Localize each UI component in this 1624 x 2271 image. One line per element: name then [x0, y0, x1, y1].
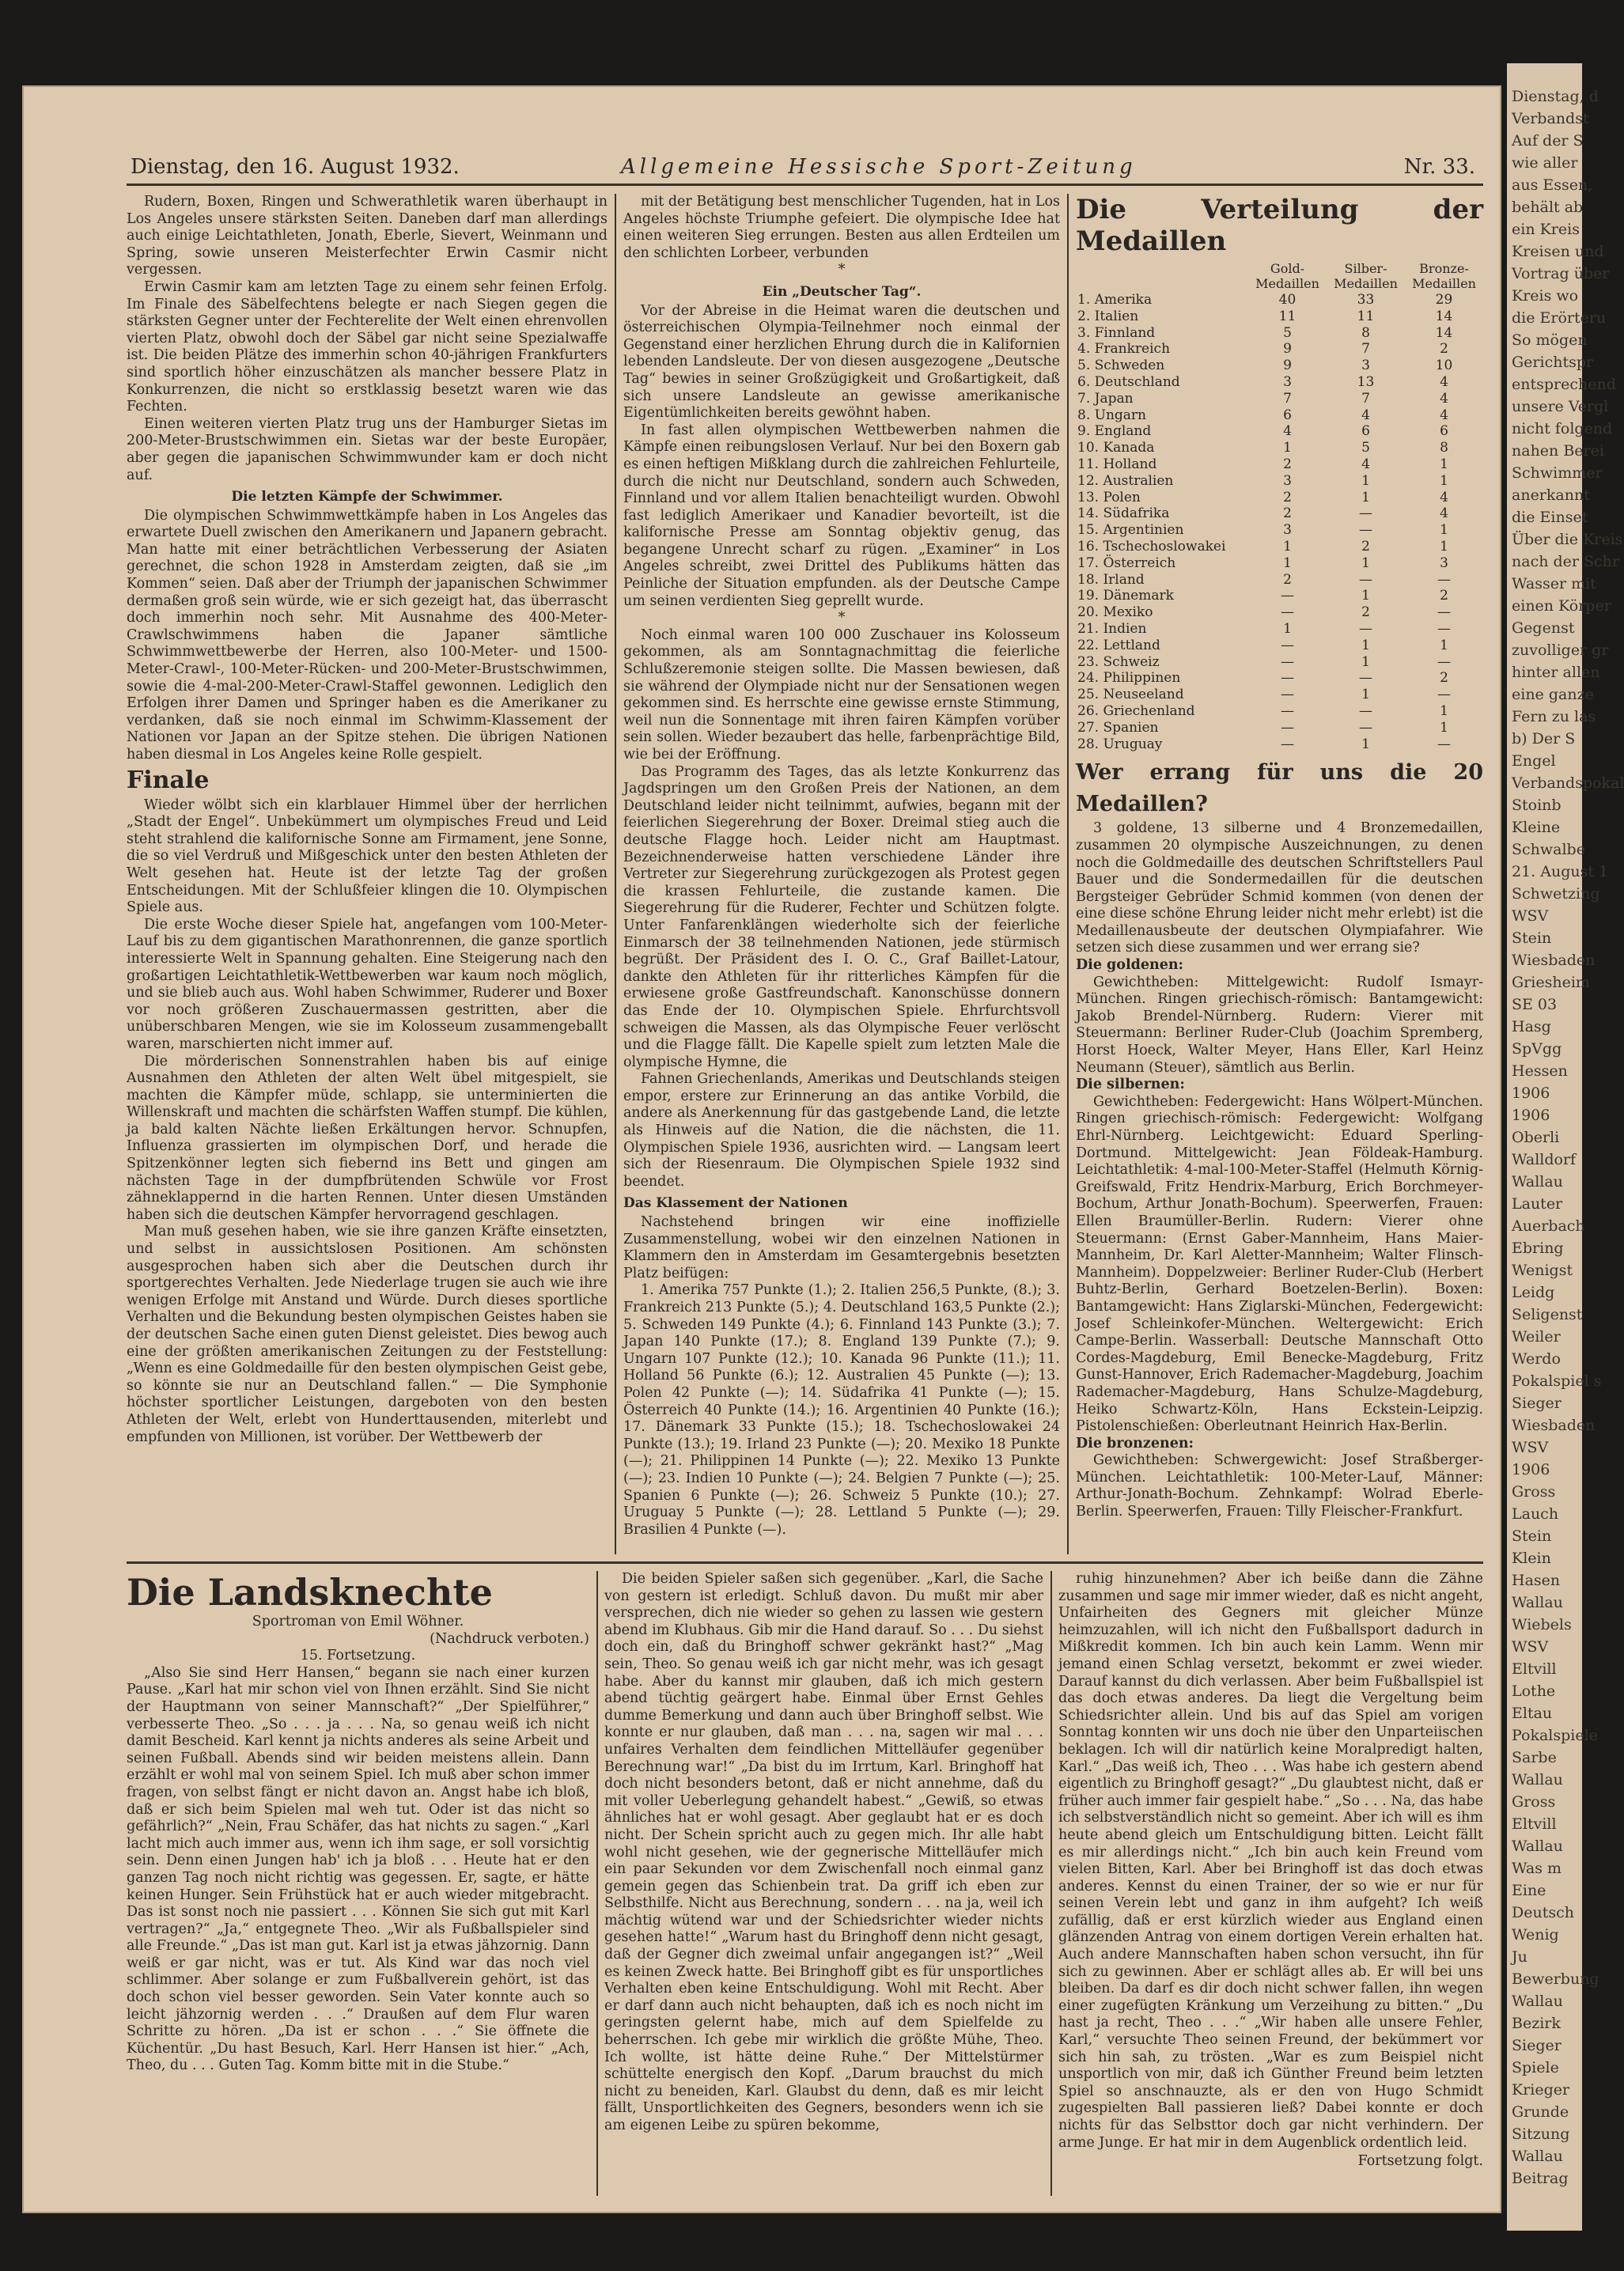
silver-count-cell: 7 [1361, 341, 1370, 358]
edge-text-fragment: Stoinb [1512, 797, 1562, 814]
silver-heading: Die silbernen: [1076, 1077, 1185, 1093]
edge-text-fragment: Klein [1512, 1550, 1551, 1567]
edge-text-fragment: Wallau [1512, 1771, 1563, 1788]
edge-text-fragment: nach der Schr [1512, 553, 1619, 570]
edge-text-fragment: Griesheim [1512, 974, 1590, 991]
section-rule [127, 1561, 1483, 1564]
gold-count-cell: — [1281, 670, 1294, 687]
edge-text-fragment: Spiele [1512, 2059, 1559, 2076]
nation-cell: 4. Frankreich [1077, 341, 1171, 358]
edge-text-fragment: Hessen [1512, 1062, 1568, 1080]
paragraph: ruhig hinzunehmen? Aber ich beiße dann die Zähne zusammen und sage mir immer wieder, daß es nicht angeht, Unfairheiten des Gegners mit gleicher Münze heimzuzahlen, will ich nicht den Fußballsport dadurch in Mißkredit kommen. Ich bin auch kein Lamm. Wenn mir jemand einen Schlag versetzt, bekommt er zwei wieder. Darauf kannst du dich verlassen. Aber beim Fußballspiel ist das doch etwas anderes. Da liegt die Vergeltung beim Schiedsrichter allein. Und bis auf das Spiel am vorigen Sonntag konnten wir uns doch nie über den Unparteiischen beklagen. Ich will dir natürlich keine Moralpredigt halten, Karl.“ „Das weiß ich, Theo . . . Was habe ich gestern abend eigentlich zu Bringhoff gesagt?“ „Du glaubtest nicht, daß er früher auch immer fair gespielt habe.“ „So . . . Na, das habe ich selbstverständlich nicht so gemeint. Aber ich will es ihm heute abend gleich um Entschuldigung bitten. Leicht fällt es mir allerdings nicht.“ „Ich bin auch kein Freund vom vielen Bitten, Karl. Aber bei Bringhoff ist das doch etwas anderes. Kennst du einen Trainer, der so wie er nur für seinen Verein lebt und ganz in ihm aufgeht? Ich weiß zufällig, daß er erst kürzlich wieder aus England einen glänzenden Antrag von einem dortigen Verein erhalten hat. Auch andere Mannschaften haben schon versucht, ihn für sich zu gewinnen. Aber er schlägt alles ab. Er will bei uns bleiben. Da darf es dir doch nicht schwer fallen, ihn wegen einer zugefügten Kränkung um Verzeihung zu bitten.“ „Du hast ja recht, Theo . . .“ „Wir haben alle unsere Fehler, Karl,“ versuchte Theo seinen Freund, der bekümmert vor sich hin sah, zu trösten. „War es zum Beispiel nicht unsportlich von mir, daß ich Günther Freund beim letzten Spiel so anschnauzte, als er den von Hugo Schmidt zugespielten Ball passieren ließ? Dabei konnte er doch nichts für das Selbsttor doch gar nicht verhindern. Der arme Junge. Er hat mir in dem Augenblick ordentlich leid. [1058, 1571, 1483, 2151]
paragraph: Gewichtheben: Mittelgewicht: Rudolf Ismayr-München. Ringen griechisch-römisch: Bantamgewicht: Jakob Brendel-Nürnberg. Rudern: Vierer mit Steuermann: Berliner Ruder-Club (Joachim Spremberg, Horst Hoeck, Walter Meyer, Hans Eller, Karl Heinz Neumann (Steuer), sämtlich aus Berlin. [1076, 974, 1483, 1076]
separator-star: * [838, 610, 846, 626]
silver-count-cell: 1 [1361, 555, 1370, 571]
edge-text-fragment: 1906 [1512, 1107, 1550, 1124]
table-row [1076, 687, 1483, 703]
header-masthead: Allgemeine Hessische Sport-Zeitung [621, 155, 1137, 179]
nation-cell: 3. Finnland [1077, 324, 1156, 341]
gold-count-cell: 3 [1283, 373, 1292, 390]
table-row [1076, 604, 1483, 621]
nation-cell: 10. Kanada [1077, 440, 1155, 456]
edge-text-fragment: eine ganze [1512, 686, 1594, 703]
paragraph: Fahnen Griechenlands, Amerikas und Deutschlands steigen empor, erstere zur Erinnerung an das antike Vorbild, die andere als Anerkennung für das gastgebende Land, die letzte als Hinweis auf die Nation, die die nächsten, die 11. Olympischen Spiele 1936, ausrichten wird. — Langsam leert sich der Riesenraum. Die Olympischen Spiele 1932 sind beendet. [623, 1071, 1060, 1190]
edge-text-fragment: nahen Berei [1512, 442, 1604, 460]
edge-text-fragment: Gegenst [1512, 619, 1575, 637]
medals-title: Die Verteilung der Medaillen [1076, 194, 1483, 257]
edge-text-fragment: Walldorf [1512, 1151, 1577, 1168]
novel-column-2 [604, 1571, 1043, 2196]
silver-count-cell: — [1359, 620, 1372, 637]
edge-text-fragment: Sieger [1512, 2037, 1562, 2054]
gold-count-cell: — [1281, 588, 1294, 604]
reprint-notice: (Nachdruck verboten.) [430, 1630, 589, 1647]
silver-count-cell: 2 [1361, 538, 1370, 555]
paragraph: Vor der Abreise in die Heimat waren die deutschen und österreichischen Olympia-Teilnehmer noch einmal der Gegenstand einer herzlichen Ehrung durch die in Kalifornien lebenden Landsleute. Der von diesen ausgezogene „Deutsche Tag“ bewies in seiner Großzügigkeit und Großartigkeit, daß sich unsere Landsleute an gewisse amerikanische Eigentümlichkeiten bereits gewöhnt haben. [623, 302, 1060, 422]
edge-text-fragment: Wallau [1512, 1173, 1563, 1190]
edge-text-fragment: So mögen [1512, 331, 1588, 349]
edge-text-fragment: Gerichtspr [1512, 354, 1594, 371]
edge-text-fragment: Beitrag [1512, 2170, 1569, 2187]
edge-text-fragment: SE 03 [1512, 996, 1558, 1013]
bronze-count-cell: 1 [1440, 472, 1448, 489]
gold-count-cell: — [1281, 637, 1294, 653]
edge-text-fragment: Oberli [1512, 1129, 1560, 1146]
edge-text-fragment: die Erörteru [1512, 309, 1607, 327]
bronze-count-cell: 4 [1440, 390, 1448, 407]
gold-count-cell: 1 [1283, 620, 1292, 637]
edge-text-fragment: Eltvill [1512, 1660, 1557, 1678]
edge-text-fragment: Eltau [1512, 1705, 1553, 1722]
silver-count-cell: — [1359, 522, 1372, 539]
edge-text-fragment: ein Kreis [1512, 221, 1580, 238]
edge-text-fragment: Kreisen und [1512, 243, 1604, 260]
bronze-count-cell: 4 [1440, 505, 1448, 522]
bronze-count-cell: 14 [1435, 308, 1453, 324]
silver-count-cell: 3 [1361, 358, 1370, 374]
edge-text-fragment: aus Essen, [1512, 176, 1593, 194]
paragraph: Die beiden Spieler saßen sich gegenüber. „Karl, die Sache von gestern ist erledigt. Schluß davon. Du mußt mir aber versprechen, dich nie wieder so gehen zu lassen wie gestern abend im Klubhaus. Gib mir die Hand darauf. So . . . Du siehst doch ein, daß du Bringhoff schwer gekränkt hast?“ „Mag sein, Theo. So genau weiß ich gar nicht mehr, was ich gesagt habe. Aber du kannst mir glauben, daß ich mich gestern abend tüchtig geärgert habe. Einmal über Ernst Gehles dumme Bemerkung und dann auch über Bringhoff selbst. Wie konnte er nur glauben, daß man . . . na, sagen wir mal . . . unfaires Verhalten dem feindlichen Mittelläufer gegenüber Berechnung war!“ „Da bist du im Irrtum, Karl. Bringhoff hat doch nicht besonders betont, daß er nicht annehme, daß du mit voller Ueberlegung gehandelt habest.“ „Gewiß, so etwas ähnliches hat er wohl gesagt. Aber geglaubt hat er es doch nicht. Der Schein spricht auch zu gegen mich. Ihr alle habt wohl nicht gesehen, wie der gegnerische Mittelläufer mich ein paar Sekunden vor dem Zwischenfall noch einmal ganz gemein gegen das Schienbein trat. Da griff ich eben zur Selbsthilfe. Nicht aus Berechnung, sondern . . . na ja, weil ich mächtig wütend war und der Schiedsrichter wieder nichts gesehen hatte!“ „Warum hast du Bringhoff denn nicht gesagt, daß der Gegner dich zweimal unfair angegangen ist?“ „Weil es keinen Zweck hatte. Bei Bringhoff gibt es für unsportliches Verhalten eben keine Entschuldigung. Wohl mit Recht. Aber er darf dann auch nicht behaupten, daß ich es noch nicht im geringsten gelernt habe, mich auf dem Spielfelde zu beherrschen. Ich gebe mir wirklich die größte Mühe, Theo. Ich wollte, ist hätte deine Ruhe.“ Der Mittelstürmer schüttelte energisch den Kopf. „Darum brauchst du mich nicht zu beneiden, Karl. Glaubst du denn, daß es mir leicht fällt, Unsportlichkeiten des Gegners, besonders wenn ich sie am eigenen Leibe zu spüren bekomme, [604, 1571, 1043, 2133]
edge-text-fragment: Grunde [1512, 2103, 1569, 2121]
silver-count-cell: 1 [1361, 472, 1370, 489]
edge-text-fragment: Sitzung [1512, 2125, 1570, 2143]
column-header-silver: Silber-Medaillen [1334, 261, 1398, 291]
nation-cell: 26. Griechenland [1077, 702, 1195, 719]
edge-text-fragment: Pokalspiel s [1512, 1372, 1602, 1390]
table-row [1076, 638, 1483, 654]
bronze-count-cell: — [1437, 687, 1451, 703]
gold-count-cell: 9 [1283, 358, 1292, 374]
edge-text-fragment: b) Der S [1512, 730, 1576, 748]
edge-text-fragment: 1906 [1512, 1084, 1550, 1102]
bronze-count-cell: 1 [1440, 538, 1448, 555]
table-row [1076, 720, 1483, 736]
edge-text-fragment: Fern zu las [1512, 708, 1596, 725]
edge-text-fragment: Schwimmer [1512, 464, 1603, 482]
gold-count-cell: 2 [1283, 571, 1292, 588]
edge-text-fragment: zuvolliger gr [1512, 642, 1609, 659]
edge-text-fragment: Dienstag, d [1512, 88, 1599, 105]
edge-text-fragment: Wallau [1512, 1993, 1563, 2010]
separator-star: * [838, 262, 846, 278]
bronze-heading: Die bronzenen: [1076, 1435, 1194, 1452]
nation-cell: 13. Polen [1077, 489, 1141, 505]
edge-text-fragment: WSV [1512, 1638, 1549, 1656]
silver-count-cell: 4 [1361, 407, 1370, 423]
edge-text-fragment: Engel [1512, 752, 1556, 770]
gold-count-cell: 7 [1283, 390, 1292, 407]
gold-count-cell: 11 [1278, 308, 1297, 324]
article-column-1 [127, 194, 608, 1554]
edge-text-fragment: Wallau [1512, 1838, 1563, 1855]
nation-cell: 18. Irland [1077, 571, 1145, 588]
table-header-row [1076, 260, 1483, 292]
column-header-gold: Gold-Medaillen [1255, 261, 1319, 291]
newspaper-page [22, 85, 1501, 2213]
table-row [1076, 490, 1483, 506]
silver-count-cell: 8 [1361, 324, 1370, 341]
column-rule [1050, 1571, 1052, 2196]
edge-text-fragment: Wallau [1512, 1594, 1563, 1611]
gold-count-cell: 4 [1283, 423, 1292, 440]
edge-text-fragment: Krieger [1512, 2081, 1570, 2099]
silver-count-cell: 6 [1361, 423, 1370, 440]
gold-count-cell: — [1281, 736, 1294, 752]
article-column-2 [623, 194, 1060, 1554]
gold-count-cell: 3 [1283, 522, 1292, 539]
gold-count-cell: 2 [1283, 489, 1292, 505]
column-rule [615, 194, 616, 1554]
edge-text-fragment: Schwetzing [1512, 885, 1600, 903]
bronze-count-cell: 6 [1440, 423, 1448, 440]
edge-text-fragment: Wiesbaden [1512, 1417, 1596, 1434]
gold-count-cell: 5 [1283, 324, 1292, 341]
paragraph: Gewichtheben: Schwergewicht: Josef Straßberger-München. Leichtathletik: 100-Meter-Lauf, Männer: Arthur-Jonath-Bochum. Zehnkampf: Wolrad Eberle-Berlin. Speerwerfen, Frauen: Tilly Fleischer-Frankfurt. [1076, 1452, 1483, 1520]
bronze-count-cell: 29 [1435, 292, 1453, 308]
bronze-count-cell: 14 [1435, 324, 1453, 341]
edge-text-fragment: Stein [1512, 1527, 1552, 1545]
edge-text-fragment: Eltvill [1512, 1815, 1557, 1833]
silver-count-cell: 5 [1361, 440, 1370, 456]
page-header [131, 155, 1475, 182]
edge-text-fragment: Stein [1512, 929, 1552, 947]
edge-text-fragment: Bewerbung [1512, 1970, 1599, 1988]
gold-count-cell: 3 [1283, 472, 1292, 489]
silver-count-cell: 1 [1361, 588, 1370, 604]
paragraph: Die mörderischen Sonnenstrahlen haben bis auf einige Ausnahmen den Athleten der alten Welt übel mitgespielt, sie machten die Kämpfer müde, schlapp, sie unterminierten die Willenskraft und machten die schärfsten Waffen stumpf. Die kühlen, ja bald kalten Nächte ließen Erkältungen hervor. Schnupfen, Influenza grassierten im olympischen Dorf, und herade die Spitzenkönner legten sich fiebernd ins Bett und gingen am nächsten Tage in der dumpfbrütenden Schwüle vor Frost zähneklappernd in die harten Rennen. Unter diesen Umständen haben sich die deutschen Kämpfer hervorragend geschlagen. [127, 1053, 608, 1223]
edge-text-fragment: Lauter [1512, 1195, 1563, 1213]
nation-cell: 7. Japan [1077, 390, 1134, 407]
nation-cell: 22. Lettland [1077, 637, 1160, 653]
paragraph: Man muß gesehen haben, wie sie ihre ganzen Kräfte einsetzten, und selbst in aussichtslosen Positionen. Am schönsten ausgesprochen haben sich aber die Deutschen durch ihr sportgerechtes Verhalten. Jede Niederlage trugen sie auch wie ihre wenigen Erfolge mit Anstand und Würde. Durch dieses sportliche Verhalten und die Bekundung besten olympischen Geistes haben sie der deutschen Sache einen guten Dienst geleistet. Dies bewog auch eine der größten amerikanischen Zeitungen zu der Feststellung: „Wenn es eine Goldmedaille für den besten olympischen Geist gebe, so könnte sie nur an Deutschland fallen.“ — Die Symphonie höchster sportlicher Leistungen, dargeboten von den besten Athleten der Welt, erlebt von Hunderttausenden, miterlebt und empfunden von Millionen, ist vorüber. Der Wettbewerb der [127, 1224, 608, 1445]
nation-cell: 6. Deutschland [1077, 373, 1180, 390]
nation-cell: 19. Dänemark [1077, 588, 1174, 604]
nation-cell: 1. Amerika [1077, 292, 1153, 308]
silver-count-cell: 1 [1361, 637, 1370, 653]
column-rule [596, 1571, 598, 2196]
edge-text-fragment: Wasser mit [1512, 575, 1596, 592]
edge-text-fragment: Wenig [1512, 1926, 1559, 1944]
bronze-count-cell: 1 [1440, 719, 1448, 736]
table-row [1076, 325, 1483, 342]
nation-cell: 8. Ungarn [1077, 407, 1146, 423]
gold-count-cell: — [1281, 702, 1294, 719]
silver-count-cell: — [1359, 702, 1372, 719]
edge-text-fragment: Über die Kreis [1512, 531, 1623, 548]
table-row [1076, 358, 1483, 374]
nation-cell: 5. Schweden [1077, 358, 1165, 374]
gold-count-cell: 1 [1283, 440, 1292, 456]
continuation-note: Fortsetzung folgt. [1357, 2153, 1483, 2170]
nation-cell: 21. Indien [1077, 620, 1147, 637]
bronze-count-cell: — [1437, 604, 1451, 621]
edge-text-fragment: Kreis wo [1512, 287, 1579, 305]
edge-text-fragment: Gross [1512, 1483, 1556, 1501]
nation-cell: 16. Tschechoslowakei [1077, 538, 1226, 555]
novel-title: Die Landsknechte [127, 1571, 493, 1614]
edge-text-fragment: Werdo [1512, 1350, 1561, 1368]
edge-text-fragment: anerkannt [1512, 486, 1590, 504]
edge-text-fragment: Was m [1512, 1860, 1562, 1877]
table-row [1076, 505, 1483, 522]
edge-text-fragment: Wiebels [1512, 1616, 1572, 1633]
bronze-count-cell: 8 [1440, 440, 1448, 456]
edge-text-fragment: Bezirk [1512, 2015, 1561, 2032]
paragraph: Gewichtheben: Federgewicht: Hans Wölpert-München. Ringen griechisch-römisch: Federgewicht: Wolfgang Ehrl-Nürnberg. Leichtgewicht: Eduard Sperling-Dortmund. Mittelgewicht: Jean Földeak-Hamburg. Leichtathletik: 4-mal-100-Meter-Staffel (Helmuth Körnig-Greifswald, Fritz Hendrix-Marburg, Erich Borchmeyer-Bochum, Arthur Jonath-Bochum). Speerwerfen, Frauen: Ellen Braumüller-Berlin. Rudern: Vierer ohne Steuermann: (Ernst Gaber-Mannheim, Hans Maier-Mannheim, Dr. Karl Aletter-Mannheim; Walter Flinsch-Mannheim). Doppelzweier: Berliner Ruder-Club (Herbert Buhtz-Berlin, Gerhard Boetzelen-Berlin). Boxen: Bantamgewicht: Hans Ziglarski-München, Federgewicht: Josef Schleinkofer-München. Weltergewicht: Erich Campe-Berlin. Wasserball: Deutsche Mannschaft Otto Cordes-Magdeburg, Emil Benecke-Magdeburg, Fritz Gunst-Hannover, Erich Rademacher-Magdeburg, Joachim Rademacher-Magdeburg, Hans Schulze-Magdeburg, Heiko Schwartz-Köln, Hans Eckstein-Leipzig. Pistolenschießen: Oberleutnant Heinrich Hax-Berlin. [1076, 1093, 1483, 1435]
silver-count-cell: 4 [1361, 456, 1370, 472]
nation-cell: 12. Australien [1077, 472, 1174, 489]
edge-text-fragment: WSV [1512, 1439, 1549, 1456]
edge-text-fragment: die Einset [1512, 509, 1588, 526]
gold-count-cell: 6 [1283, 407, 1292, 423]
silver-count-cell: — [1359, 571, 1372, 588]
nation-cell: 15. Argentinien [1077, 522, 1184, 539]
gold-count-cell: — [1281, 604, 1294, 621]
bronze-count-cell: — [1437, 620, 1451, 637]
edge-text-fragment: Seligenst [1512, 1306, 1583, 1323]
subheading: Das Klassement der Nationen [623, 1195, 848, 1212]
edge-text-fragment: einen Körper [1512, 597, 1611, 615]
paragraph: Noch einmal waren 100 000 Zuschauer ins Kolosseum gekommen, als am Sonntagnachmittag die feierliche Schlußzeremonie steigen sollte. Die Massen bewiesen, daß sie während der Olympiade nicht nur der Sensationen wegen gekommen sind. Es herrschte eine gewisse ernste Stimmung, weil nun die Sonnentage mit ihren fairen Kämpfen vorüber sein sollen. Wieder bezaubert das helle, farbenprächtige Bild, wie bei der Eröffnung. [623, 626, 1060, 763]
edge-text-fragment: Wenigst [1512, 1262, 1573, 1279]
table-row [1076, 391, 1483, 407]
column-rule [1067, 194, 1069, 1554]
nation-cell: 14. Südafrika [1077, 505, 1170, 522]
medal-winners-heading: Wer errang für uns die 20 Medaillen? [1076, 760, 1483, 817]
paragraph: Das Programm des Tages, das als letzte Konkurrenz das Jagdspringen um den Großen Preis der Nationen, an dem Deutschland leider nicht teilnimmt, aufwies, begann mit der feierlichen Siegerehrung der Boxer. Dreimal stieg auch die deutsche Flagge hoch. Leider nicht am Hauptmast. Bezeichnenderweise hatten verschiedene Länder ihre Vertreter zur Siegerehrung zurückgezogen als Protest gegen die krassen Fehlurteile, die zustande kamen. Die Siegerehrung für die Ruderer, Fechter und Schützen folgte. Unter Fanfarenklängen wiederholte sich der feierliche Einmarsch der 38 teilnehmenden Nationen, jede stürmisch begrüßt. Der Präsident des I. O. C., Graf Baillet-Latour, dankte den Athleten für ihr ritterliches Kämpfen für die erwiesene große Gastfreundschaft. Kanonschüsse donnern das Ende der 10. Olympischen Spiele. Ehrfurchtsvoll schweigen die Massen, als das Olympische Feuer verlöscht und die Flagge fällt. Die Kapelle spielt zum letzten Male die olympische Hymne, die [623, 763, 1060, 1070]
medals-column [1076, 194, 1483, 1554]
edge-text-fragment: 21. August 1 [1512, 863, 1609, 880]
edge-text-fragment: Eine [1512, 1882, 1546, 1899]
table-row [1076, 423, 1483, 440]
table-row [1076, 670, 1483, 687]
paragraph: 1. Amerika 757 Punkte (1.); 2. Italien 256,5 Punkte, (8.); 3. Frankreich 213 Punkte (5.); 4. Deutschland 163,5 Punkte (2.); 5. Schweden 149 Punkte (4.); 6. Finnland 143 Punkte (3.); 7. Japan 140 Punkte (17.); 8. England 139 Punkte (7.); 9. Ungarn 107 Punkte (12.); 10. Kanada 96 Punkte (11.); 11. Holland 56 Punkte (6.); 12. Australien 45 Punkte (—); 13. Polen 42 Punkte (—); 14. Südafrika 41 Punkte (—); 15. Österreich 40 Punkte (14.); 16. Argentinien 40 Punkte (16.); 17. Dänemark 33 Punkte (15.); 18. Tschechoslowakei 24 Punkte (13.); 19. Irland 23 Punkte (—); 20. Mexiko 18 Punkte (—); 21. Philippinen 14 Punkte (—); 22. Mexiko 13 Punkte (—); 23. Indien 10 Punkte (—); 24. Belgien 7 Punkte (—); 25. Spanien 6 Punkte (—); 26. Schweiz 5 Punkte (10.); 27. Uruguay 5 Punkte (—); 28. Lettland 5 Punkte (—); 29. Brasilien 4 Punkte (—). [623, 1282, 1060, 1538]
gold-count-cell: 1 [1283, 555, 1292, 571]
silver-count-cell: 11 [1357, 308, 1375, 324]
gold-heading: Die goldenen: [1076, 957, 1184, 974]
bronze-count-cell: — [1437, 571, 1451, 588]
edge-text-fragment: Wiesbaden [1512, 952, 1596, 969]
table-row [1076, 555, 1483, 572]
paragraph: Erwin Casmir kam am letzten Tage zu einem sehr feinen Erfolg. Im Finale des Säbelfechtens belegte er nach Siegen gegen die stärksten Gegner unter der Fechterelite der Welt einen ehrenvollen vierten Platz, obwohl doch der Säbel gar nicht seine Spezialwaffe ist. Die beiden Plätze des immerhin schon 40-jährigen Frankfurters sind sportlich höher einzuschätzen als mancher bessere Platz in Konkurrenzen, die nicht so erstklassig besetzt waren wie das Fechten. [127, 278, 608, 415]
bronze-count-cell: 10 [1435, 358, 1453, 374]
bronze-count-cell: 4 [1440, 373, 1448, 390]
bronze-count-cell: 2 [1440, 670, 1448, 687]
edge-text-fragment: Verbandspokal [1512, 774, 1624, 792]
bronze-count-cell: — [1437, 736, 1451, 752]
bronze-count-cell: 2 [1440, 588, 1448, 604]
silver-count-cell: — [1359, 505, 1372, 522]
section-heading: Finale [127, 766, 210, 794]
edge-text-fragment: Lauch [1512, 1505, 1559, 1523]
bronze-count-cell: 2 [1440, 341, 1448, 358]
novel-column-1 [127, 1571, 589, 2196]
paragraph: Wieder wölbt sich ein klarblauer Himmel über der herrlichen „Stadt der Engel“. Unbekümmert um olympisches Freud und Leid steht strahlend die kalifornische Sonne am Firmament, jene Sonne, die so viel Verdruß und Mißgeschick unter den besten Athleten der Welt gesehen hat. Heute ist der letzte Tag der großen Entscheidungen. Mit der Schlußfeier klingen die 10. Olympischen Spiele aus. [127, 797, 608, 916]
edge-text-fragment: Weiler [1512, 1328, 1561, 1346]
medals-table [1076, 260, 1483, 752]
column-header-bronze: Bronze-Medaillen [1412, 261, 1476, 291]
medals-table-body [1076, 292, 1483, 752]
paragraph: mit der Betätigung best menschlicher Tugenden, hat in Los Angeles höchste Triumphe gefeiert. Die olympische Idee hat einen weiteren Sieg errungen. Besten aus allen Erdteilen um den schlichten Lorbeer, verbunden [623, 194, 1060, 261]
edge-text-fragment: hinter allen [1512, 664, 1600, 681]
edge-text-fragment: nicht folgend [1512, 420, 1613, 437]
silver-count-cell: 7 [1361, 390, 1370, 407]
edge-text-fragment: 1906 [1512, 1461, 1550, 1478]
header-issue: Nr. 33. [1403, 155, 1475, 179]
edge-text-fragment: Gross [1512, 1793, 1556, 1811]
silver-count-cell: 2 [1361, 604, 1370, 621]
silver-count-cell: — [1359, 670, 1372, 687]
edge-text-fragment: Vortrag über [1512, 265, 1610, 282]
bronze-count-cell: 1 [1440, 637, 1448, 653]
table-row [1076, 341, 1483, 358]
paragraph: „Also Sie sind Herr Hansen,“ begann sie nach einer kurzen Pause. „Karl hat mir schon viel von Ihnen erzählt. Sind Sie nicht der Hauptmann von seiner Mannschaft?“ „Der Spielführer,“ verbesserte Theo. „So . . . ja . . . Na, so genau weiß ich nicht damit Bescheid. Karl kennt ja nichts anderes als seine Arbeit und seinen Fußball. Abends sind wir beiden meistens allein. Dann erzählt er wohl mal von seinem Spiel. Ich muß aber schon immer fragen, von selbst fängt er nicht davon an. Angst habe ich bloß, daß er sich beim Spielen mal weh tut. Oder ist das nicht so gefährlich?“ „Nein, Frau Schäfer, das hat nichts zu sagen.“ „Karl lacht mich auch immer aus, wenn ich ihm sage, er soll vorsichtig sein. Denn einen Jungen hab' ich ja bloß . . . Heute hat er den ganzen Tag noch nicht richtig was gegessen. Er, sagte, er hätte keinen Hunger. Sein Frühstück hat er auch wieder mitgebracht. Das ist sonst noch nie passiert . . . Können Sie sich gut mit Karl vertragen?“ „Ja,“ entgegnete Theo. „Wir als Fußballspieler sind alle Freunde.“ „Das ist man gut. Karl ist ja etwas jähzornig. Dann weiß er gar nicht, was er tut. Als Kind war das noch viel schlimmer. Aber solange er zum Fußballverein gehört, ist das doch schon viel besser geworden. Sein Vater konnte auch so leicht jähzornig werden . . .“ Draußen auf dem Flur waren Schritte zu hören. „Da ist er schon . . .“ Sie öffnete die Küchentür. „Du hast Besuch, Karl. Herr Hansen ist hier.“ „Ach, Theo, du . . . Guten Tag. Komm bitte mit in die Stube.“ [127, 1664, 589, 2074]
nation-cell: 11. Holland [1077, 456, 1157, 472]
edge-text-fragment: Wallau [1512, 2148, 1563, 2165]
paragraph: Nachstehend bringen wir eine inoffizielle Zusammenstellung, wobei wir den einzelnen Nationen in Klammern den in Amsterdam im Gesamtergebnis besetzten Platz beifügen: [623, 1214, 1060, 1281]
table-row [1076, 703, 1483, 720]
silver-count-cell: 13 [1357, 373, 1375, 390]
bronze-count-cell: 1 [1440, 456, 1448, 472]
nation-cell: 9. England [1077, 423, 1152, 440]
novel-author: Sportroman von Emil Wöhner. [252, 1614, 464, 1629]
paragraph: Rudern, Boxen, Ringen und Schwerathletik waren überhaupt in Los Angeles unsere stärksten Seiten. Daneben darf man allerdings auch einige Leichtathleten, Jonath, Eberle, Sievert, Weinmann und Spring, sowie unseren Meisterfechter Erwin Casmir nicht vergessen. [127, 194, 608, 278]
nation-cell: 20. Mexiko [1077, 604, 1153, 621]
table-row [1076, 572, 1483, 589]
bronze-count-cell: 4 [1440, 489, 1448, 505]
edge-text-fragment: Kleine [1512, 819, 1561, 836]
bronze-count-cell: 3 [1440, 555, 1448, 571]
bronze-count-cell: 1 [1440, 522, 1448, 539]
edge-text-fragment: Hasen [1512, 1572, 1561, 1589]
table-row [1076, 588, 1483, 604]
paragraph: 3 goldene, 13 silberne und 4 Bronzemedaillen, zusammen 20 olympische Auszeichnungen, zu denen noch die Goldmedaille des deutschen Schriftstellers Paul Bauer und die Sondermedaillen für die deutschen Bergsteiger Gebrüder Schmid kommen (von denen der eine diese schöne Ehrung leider nicht mehr erlebt) ist die Medaillenausbeute der deutschen Olympiafahrer. Wie setzen sich diese zusammen und wer errang sie? [1076, 820, 1483, 956]
table-row [1076, 539, 1483, 555]
nation-cell: 2. Italien [1077, 308, 1139, 324]
silver-count-cell: 33 [1357, 292, 1375, 308]
table-row [1076, 456, 1483, 473]
silver-count-cell: 1 [1361, 736, 1370, 752]
table-row [1076, 621, 1483, 638]
header-date: Dienstag, den 16. August 1932. [131, 155, 460, 179]
edge-text-fragment: Sarbe [1512, 1749, 1557, 1766]
silver-count-cell: — [1359, 719, 1372, 736]
table-row [1076, 736, 1483, 753]
nation-cell: 24. Philippinen [1077, 670, 1181, 687]
silver-count-cell: 1 [1361, 653, 1370, 670]
edge-text-fragment: Ju [1512, 1948, 1527, 1966]
novel-part: 15. Fortsetzung. [300, 1648, 416, 1664]
gold-count-cell: — [1281, 719, 1294, 736]
edge-text-fragment: entsprechend [1512, 376, 1616, 393]
gold-count-cell: 40 [1278, 292, 1297, 308]
edge-text-fragment: Ebring [1512, 1240, 1564, 1257]
table-row [1076, 308, 1483, 325]
nation-cell: 17. Österreich [1077, 555, 1176, 571]
paragraph: In fast allen olympischen Wettbewerben nahmen die Kämpfe einen reibungslosen Verlauf. Nur bei den Boxern gab es einen heftigen Mißklang durch die zahlreichen Fehlurteile, durch die nicht nur Deutschland, sondern auch Schweden, Finnland und vor allem Italien benachteiligt wurden. Obwohl fast lediglich Amerikaer und Kanadier bevorteilt, ist die kalifornische Presse am Sonntag objektiv genug, das begangene Unrecht scharf zu rügen. „Examiner“ in Los Angeles schreibt, zwei Drittel des Publikums hätten das Peinliche der Situation empfunden. als der Deutsche Campe um seinen verdienten Sieg geprellt wurde. [623, 422, 1060, 609]
bronze-count-cell: 1 [1440, 702, 1448, 719]
gold-count-cell: 2 [1283, 456, 1292, 472]
edge-text-fragment: Leidg [1512, 1284, 1555, 1301]
edge-text-fragment: Verbandst [1512, 110, 1589, 127]
table-row [1076, 522, 1483, 539]
edge-text-fragment: SpVgg [1512, 1040, 1562, 1058]
subheading: Ein „Deutscher Tag“. [762, 283, 922, 300]
table-row [1076, 654, 1483, 671]
nation-cell: 28. Uruguay [1077, 736, 1163, 752]
table-row [1076, 374, 1483, 391]
nation-cell: 27. Spanien [1077, 719, 1159, 736]
edge-text-fragment: behält ab [1512, 199, 1584, 216]
gold-count-cell: 2 [1283, 505, 1292, 522]
edge-text-fragment: Pokalspiele [1512, 1727, 1598, 1744]
table-row [1076, 473, 1483, 490]
subheading: Die letzten Kämpfe der Schwimmer. [231, 489, 503, 505]
paragraph: Einen weiteren vierten Platz trug uns der Hamburger Sietas im 200-Meter-Brustschwimmen ein. Sietas war der beste Europäer, aber gegen die japanischen Schwimmwunder kam er doch nicht auf. [127, 415, 608, 483]
bronze-count-cell: — [1437, 653, 1451, 670]
header-rule [127, 184, 1483, 186]
edge-text-fragment: wie aller [1512, 154, 1578, 172]
edge-text-fragment: Sieger [1512, 1395, 1562, 1412]
edge-text-fragment: WSV [1512, 907, 1549, 925]
gold-count-cell: — [1281, 653, 1294, 670]
gold-count-cell: — [1281, 687, 1294, 703]
adjacent-page-edge [1507, 63, 1624, 2231]
nation-cell: 25. Neuseeland [1077, 687, 1184, 703]
edge-text-fragment: Auerbach [1512, 1217, 1585, 1235]
silver-count-cell: 1 [1361, 489, 1370, 505]
nation-cell: 23. Schweiz [1077, 653, 1160, 670]
paragraph: Die olympischen Schwimmwettkämpfe haben in Los Angeles das erwartete Duell zwischen den Amerikanern und Japanern gebracht. Man hatte mit einer beträchtlichen Verbesserung der Asiaten gerechnet, die schon 1928 in Amsterdam zeigten, daß sie „im Kommen“ seien. Daß aber der Triumph der japanischen Schwimmer dermaßen groß sein würde, wie er sich gezeigt hat, das überrascht doch immerhin noch sehr. Mit Ausnahme des 400-Meter-Crawlschwimmens haben die Japaner sämtliche Schwimmwettbewerbe der Herren, also 100-Meter- und 1500-Meter-Crawl-, 100-Meter-Rücken- und 200-Meter-Brustschwimmen, sowie die 4-mal-200-Meter-Crawl-Staffel gewonnen. Lediglich den Erfolgen ihrer Damen und Springer haben es die Amerikaner zu verdanken, daß sie noch einmal im Schwimm-Klassement der Nationen vor Japan an der Spitze stehen. Die übrigen Nationen haben diesmal in Los Angeles keine Rolle gespielt. [127, 507, 608, 763]
paragraph: Die erste Woche dieser Spiele hat, angefangen vom 100-Meter-Lauf bis zu dem gigantischen Marathonrennen, die ganze sportlich interessierte Welt in Spannung gehalten. Eine Steigerung nach den großartigen Leichtathletik-Wettbewerben war kaum noch möglich, und sie blieb auch aus. Wohl haben Schwimmer, Ruderer und Boxer vor noch größeren Zuschauermassen gestritten, aber die unüberschbaren Mengen, wie sie im Kolosseum zusammengeballt waren, marschierten nicht immer auf. [127, 916, 608, 1052]
bronze-count-cell: 4 [1440, 407, 1448, 423]
edge-text-fragment: Hasg [1512, 1018, 1551, 1035]
novel-column-3 [1058, 1571, 1483, 2196]
table-row [1076, 440, 1483, 456]
edge-text-fragment: unsere Vergl [1512, 398, 1609, 415]
edge-text-fragment: Deutsch [1512, 1904, 1574, 1921]
table-row [1076, 407, 1483, 424]
edge-text-fragment: Schwalbe [1512, 841, 1585, 858]
table-row [1076, 292, 1483, 308]
gold-count-cell: 9 [1283, 341, 1292, 358]
edge-text-fragment: Lothe [1512, 1682, 1556, 1700]
gold-count-cell: 1 [1283, 538, 1292, 555]
silver-count-cell: 1 [1361, 687, 1370, 703]
edge-text-fragment: Auf der S [1512, 132, 1584, 150]
